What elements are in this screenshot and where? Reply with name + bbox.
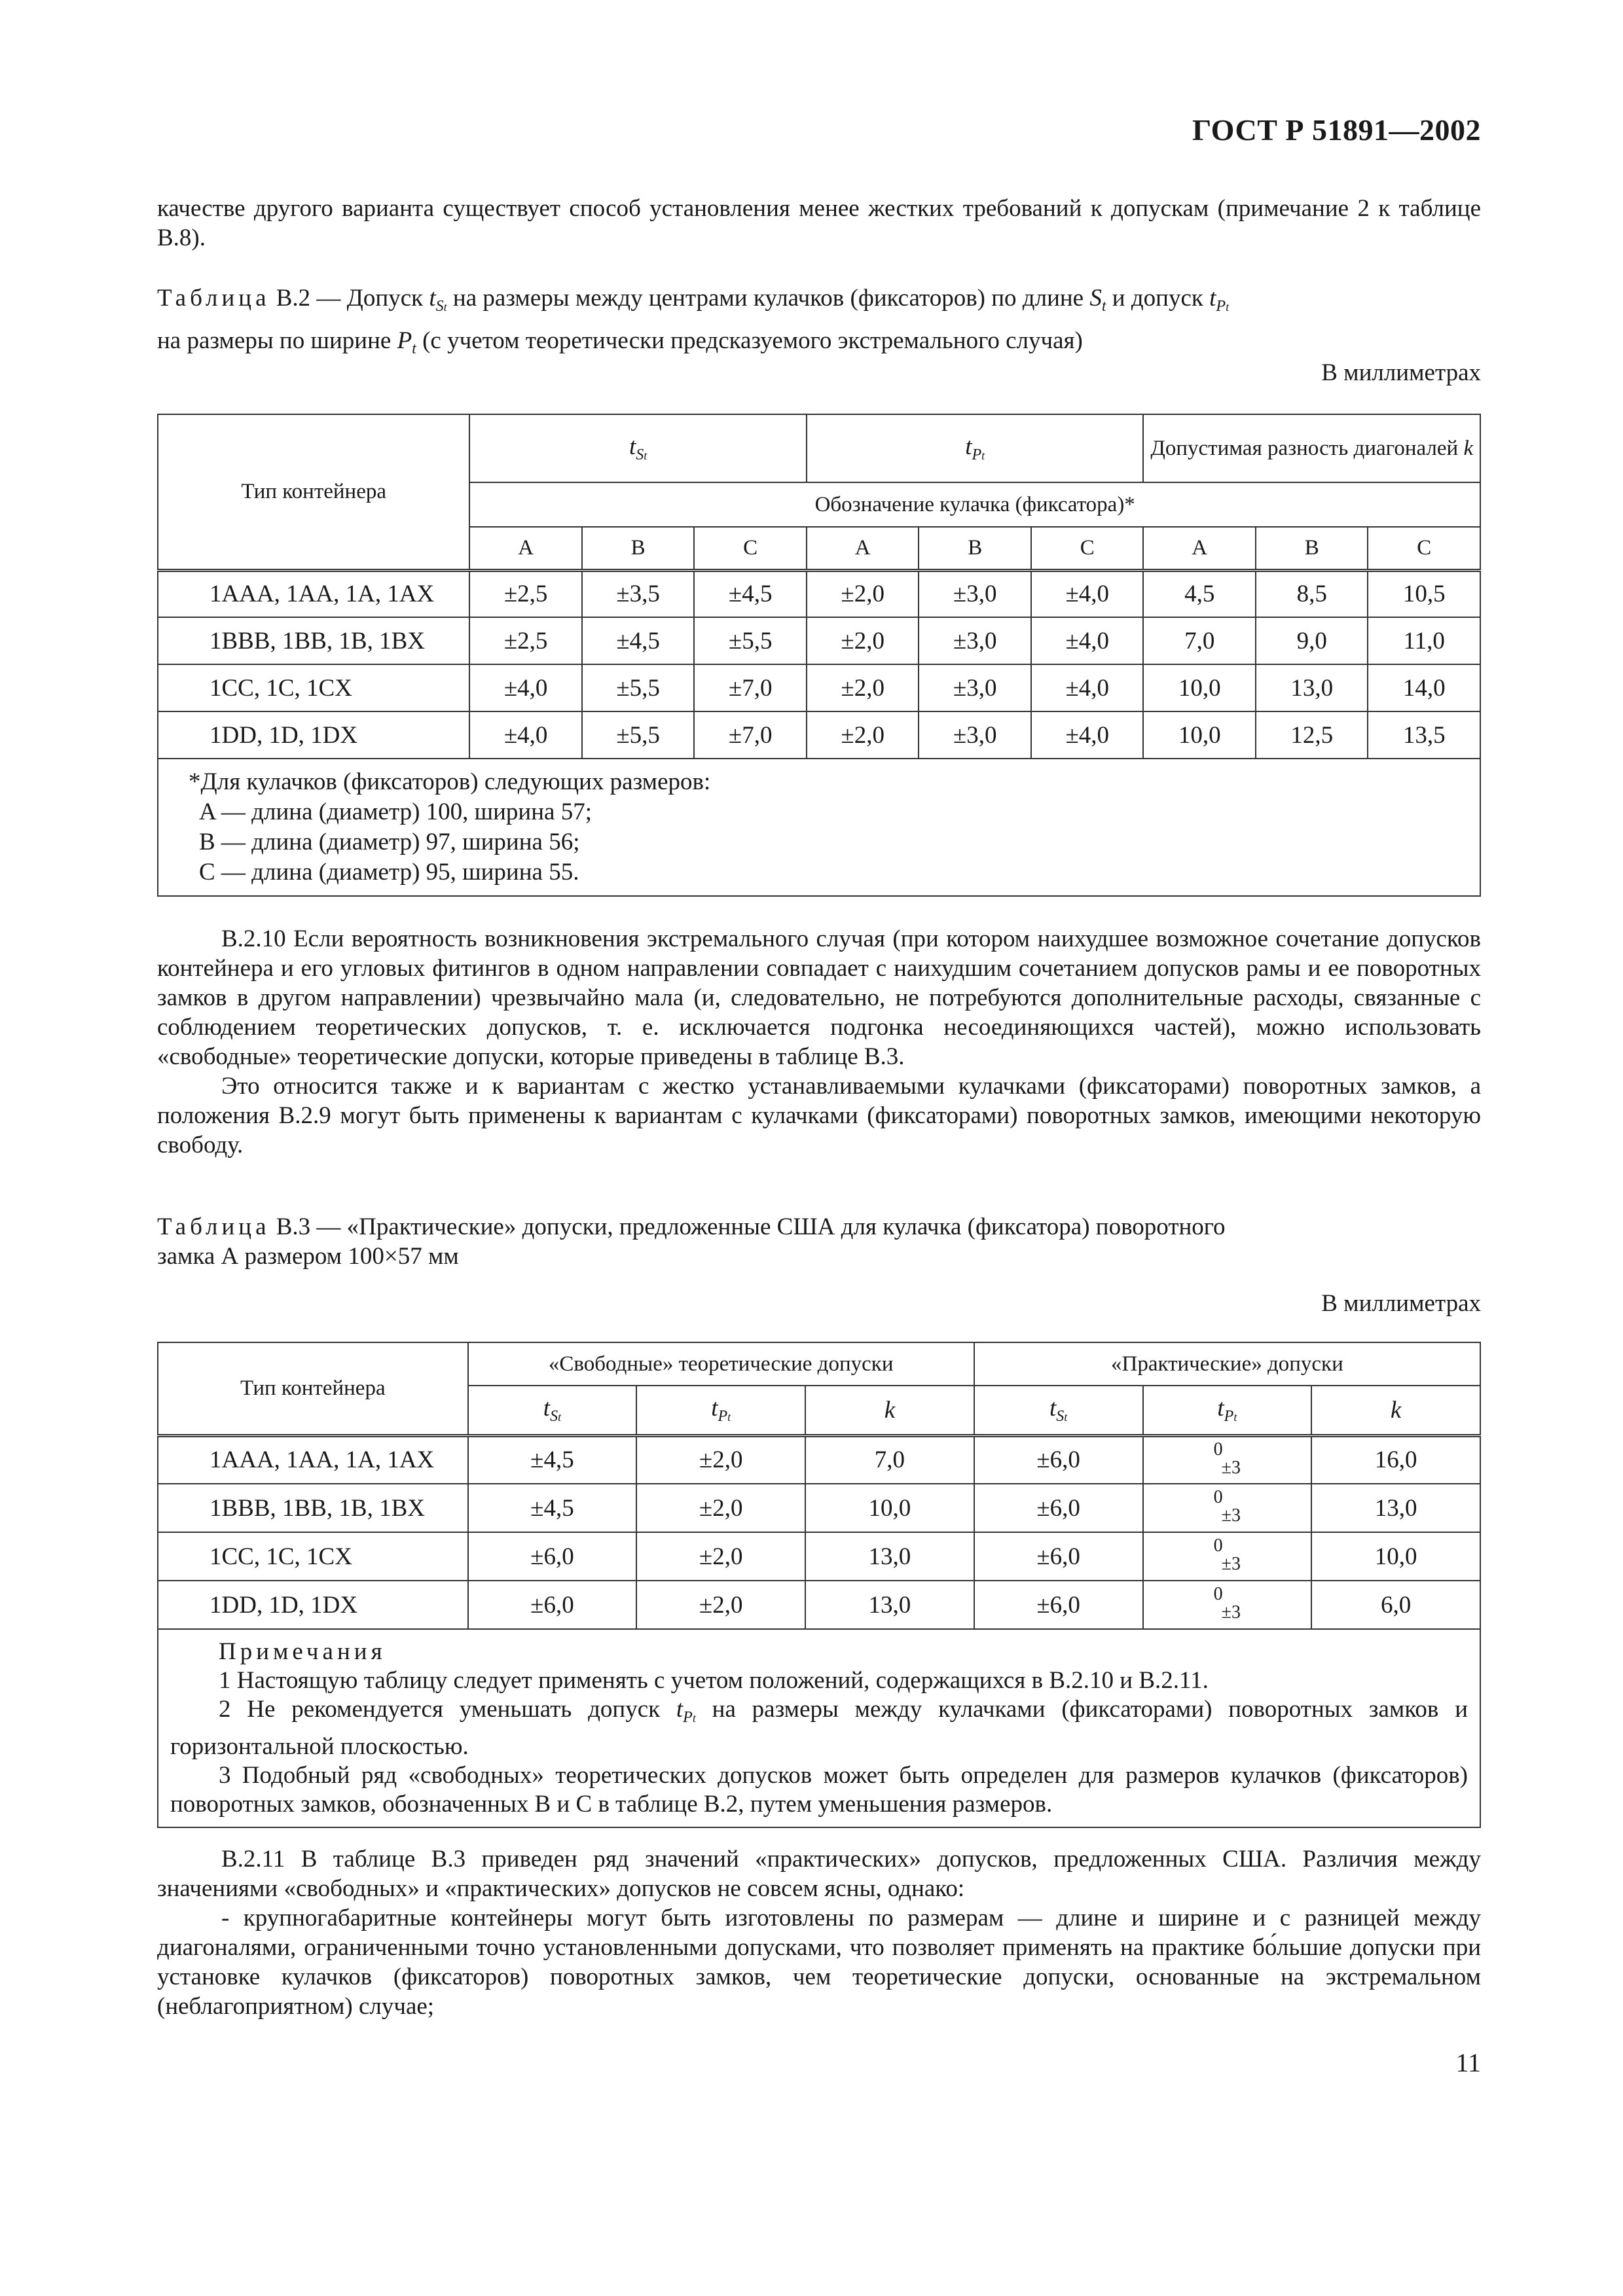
table-cell: ±7,0 — [694, 711, 807, 759]
container-type: 1CC, 1C, 1CX — [158, 1532, 468, 1581]
table-cell: ±5,5 — [582, 664, 695, 711]
table-cell: 13,0 — [805, 1532, 974, 1581]
col-header-diagonal: Допустимая разность диагоналей k — [1143, 414, 1480, 482]
caption-prefix: Таблица — [157, 285, 270, 312]
table-cell: ±2,0 — [636, 1581, 805, 1629]
table-cell: ±6,0 — [974, 1435, 1143, 1484]
container-type: 1AAA, 1AA, 1A, 1AX — [158, 570, 469, 617]
letter-header: B — [1256, 527, 1368, 570]
table-cell: 6,0 — [1311, 1581, 1480, 1629]
table-cell: ±2,0 — [807, 711, 919, 759]
table-row — [158, 617, 1480, 664]
b3-header-k: k — [805, 1386, 974, 1435]
container-type: 1DD, 1D, 1DX — [158, 1581, 468, 1629]
fraction-lower: ±3 — [1221, 1457, 1241, 1478]
table-cell: ±3,0 — [919, 664, 1031, 711]
col-header-ts: $t_{St}$ — [469, 414, 807, 482]
document-page — [157, 0, 1481, 2296]
table-cell: ±6,0 — [974, 1484, 1143, 1532]
table-cell: 13,0 — [805, 1581, 974, 1629]
table-cell: 10,0 — [1143, 664, 1255, 711]
col-header-tp: $t_{Pt}$ — [807, 414, 1144, 482]
tolerance-table-b2 — [157, 414, 1481, 897]
table-cell: ±2,0 — [636, 1435, 805, 1484]
b3-header-k2: k — [1311, 1386, 1480, 1435]
sub-header-designation: Обозначение кулачка (фиксатора)* — [469, 482, 1480, 527]
fraction-upper: 0 — [1213, 1535, 1223, 1556]
table-cell: ±2,0 — [636, 1484, 805, 1532]
table-cell: 9,0 — [1256, 617, 1368, 664]
tolerance-fraction — [1143, 1484, 1312, 1532]
table-cell: 16,0 — [1311, 1435, 1480, 1484]
document-header: ГОСТ Р 51891—2002 — [1192, 113, 1481, 147]
table-cell: ±6,0 — [468, 1532, 637, 1581]
b3-header-tp: $t_{Pt}$ — [636, 1386, 805, 1435]
table-b2 — [157, 414, 1481, 897]
table-cell: ±2,5 — [469, 570, 582, 617]
table-cell: 13,5 — [1368, 711, 1480, 759]
table-cell: ±4,0 — [1031, 711, 1144, 759]
table-cell: ±7,0 — [694, 664, 807, 711]
table-cell: ±3,0 — [919, 570, 1031, 617]
table-b2-body — [158, 570, 1480, 759]
fraction-upper: 0 — [1213, 1487, 1223, 1507]
table-cell: ±2,0 — [807, 664, 919, 711]
letter-header: B — [919, 527, 1031, 570]
table-cell: ±3,0 — [919, 711, 1031, 759]
table-cell: 14,0 — [1368, 664, 1480, 711]
table-cell: 7,0 — [805, 1435, 974, 1484]
table-row — [158, 711, 1480, 759]
table-cell: 13,0 — [1311, 1484, 1480, 1532]
table-cell: 12,5 — [1256, 711, 1368, 759]
table-cell: ±5,5 — [582, 711, 695, 759]
letter-header: A — [807, 527, 919, 570]
table-cell: ±2,0 — [807, 617, 919, 664]
b3-group-practical: «Практические» допуски — [974, 1342, 1480, 1386]
table-cell: 10,0 — [805, 1484, 974, 1532]
tolerance-table-b3 — [157, 1342, 1481, 1828]
container-type: 1CC, 1C, 1CX — [158, 664, 469, 711]
table-cell: ±3,0 — [919, 617, 1031, 664]
table-cell: ±6,0 — [468, 1581, 637, 1629]
fraction-upper: 0 — [1213, 1584, 1223, 1604]
table-b3-body — [158, 1435, 1480, 1629]
table-cell: ±4,0 — [1031, 617, 1144, 664]
container-type: 1AAA, 1AA, 1A, 1AX — [158, 1435, 468, 1484]
table-row — [158, 1484, 1480, 1532]
table-row — [158, 570, 1480, 617]
paragraph-b211: В.2.11 В таблице В.3 приведен ряд значений «практических» допусков, предложенных США. Различия между значениями «свободных» и «практических» допусков не совсем ясны, однако: - крупногабаритные контейнеры могут быть изготовлены по размерам — длине и ширине и с разницей между диагоналями, ограниченными точно установленными допусками, что позволяет применять на практике бо́льшие допуски при установке кулачков (фиксаторов) поворотных замков, чем теоретические допуски, основанные на экстремальном (неблагоприятном) случае; — [157, 1846, 1481, 2020]
table-cell: ±4,5 — [582, 617, 695, 664]
letter-header: C — [1031, 527, 1144, 570]
container-type: 1DD, 1D, 1DX — [158, 711, 469, 759]
tolerance-fraction — [1143, 1435, 1312, 1484]
table-cell: ±4,5 — [468, 1484, 637, 1532]
table-b3 — [157, 1342, 1481, 1828]
col-header-type: Тип контейнера — [158, 414, 469, 570]
table-cell: 10,5 — [1368, 570, 1480, 617]
table-cell: 4,5 — [1143, 570, 1255, 617]
table-cell: 10,0 — [1143, 711, 1255, 759]
table-b2-caption: Таблица В.2 — Допуск $t_{St}$ на размеры между центрами кулачков (фиксаторов) по длине $S_t$ и допуск $t_{Pt}$ на размеры по ширине $P_t$ (с учетом теоретически предсказуемого экстремального случая) — [157, 285, 1230, 357]
table-cell: 8,5 — [1256, 570, 1368, 617]
table-cell: 10,0 — [1311, 1532, 1480, 1581]
table-b2-unit: В миллиметрах — [1321, 359, 1481, 386]
fraction-lower: ±3 — [1221, 1505, 1241, 1526]
table-row — [158, 1581, 1480, 1629]
table-cell: ±4,0 — [469, 711, 582, 759]
letter-header: C — [694, 527, 807, 570]
table-cell: 7,0 — [1143, 617, 1255, 664]
table-row — [158, 1435, 1480, 1484]
letter-header: A — [1143, 527, 1255, 570]
table-b3-notes: Примечания 1 Настоящую таблицу следует применять с учетом положений, содержащихся в В.2.10 и В.2.11. 2 Не рекомендуется уменьшать допуск $t_{Pt}$ на размеры между кулачками (фиксаторами) поворотных замков и горизонтальной плоскостью. 3 Подобный ряд «свободных» теоретических допусков может быть определен для размеров кулачков (фиксаторов) поворотных замков, обозначенных В и С в таблице В.2, путем уменьшения размеров. — [158, 1629, 1480, 1827]
table-cell: ±3,5 — [582, 570, 695, 617]
letter-header: A — [469, 527, 582, 570]
b3-header-ts: $t_{St}$ — [468, 1386, 637, 1435]
table-b3-caption: Таблица В.3 — «Практические» допуски, предложенные США для кулачка (фиксатора) поворотного замка А размером 100×57 мм — [157, 1213, 1226, 1270]
container-type: 1BBB, 1BB, 1B, 1BX — [158, 1484, 468, 1532]
b3-header-ts2: $t_{St}$ — [974, 1386, 1143, 1435]
table-cell: ±4,5 — [468, 1435, 637, 1484]
page-number: 11 — [1455, 2048, 1481, 2077]
table-row — [158, 664, 1480, 711]
table-cell: ±5,5 — [694, 617, 807, 664]
table-cell: 13,0 — [1256, 664, 1368, 711]
letter-header: B — [582, 527, 695, 570]
letter-header: C — [1368, 527, 1480, 570]
table-b3-unit: В миллиметрах — [1321, 1290, 1481, 1317]
table-cell: ±2,5 — [469, 617, 582, 664]
fraction-lower: ±3 — [1221, 1554, 1241, 1574]
fraction-upper: 0 — [1213, 1439, 1223, 1460]
b3-col-header-type: Тип контейнера — [158, 1342, 468, 1435]
intro-paragraph — [157, 194, 1481, 253]
table-cell: ±2,0 — [807, 570, 919, 617]
fraction-lower: ±3 — [1221, 1602, 1241, 1623]
table-cell: ±4,0 — [469, 664, 582, 711]
b3-header-tp2: $t_{Pt}$ — [1143, 1386, 1312, 1435]
table-cell: ±2,0 — [636, 1532, 805, 1581]
paragraph-b210: В.2.10 Если вероятность возникновения экстремального случая (при котором наихудшее возможное сочетание допусков контейнера и его угловых фитингов в одном направлении совпадает с наихудшим сочетанием допусков рамы и ее поворотных замков в другом направлении) чрезвычайно мала (и, следовательно, не потребуются дополнительные расходы, связанные с соблюдением теоретических допусков, т. е. исключается подгонка несоединяющихся частей), можно использовать «свободные» теоретические допуски, которые приведены в таблице В.3. Это относится также и к вариантам с жестко устанавливаемыми кулачками (фиксаторами) поворотных замков, а положения В.2.9 могут быть применены к вариантам с кулачками (фиксаторами) поворотных замков, имеющими некоторую свободу. — [157, 925, 1481, 1158]
container-type: 1BBB, 1BB, 1B, 1BX — [158, 617, 469, 664]
tolerance-fraction — [1143, 1532, 1312, 1581]
table-cell: ±4,5 — [694, 570, 807, 617]
table-cell: ±4,0 — [1031, 664, 1144, 711]
b3-group-free: «Свободные» теоретические допуски — [468, 1342, 974, 1386]
table-row — [158, 1532, 1480, 1581]
table-cell: ±6,0 — [974, 1532, 1143, 1581]
table-cell: ±4,0 — [1031, 570, 1144, 617]
table-cell: 11,0 — [1368, 617, 1480, 664]
table-cell: ±6,0 — [974, 1581, 1143, 1629]
intro-text: качестве другого варианта существует способ установления менее жестких требований к допускам (примечание 2 к таблице В.8). — [157, 195, 1481, 251]
table-b2-footnote: *Для кулачков (фиксаторов) следующих размеров: A — длина (диаметр) 100, ширина 57; B — длина (диаметр) 97, ширина 56; C — длина (диаметр) 95, ширина 55. — [158, 759, 1480, 896]
tolerance-fraction — [1143, 1581, 1312, 1629]
